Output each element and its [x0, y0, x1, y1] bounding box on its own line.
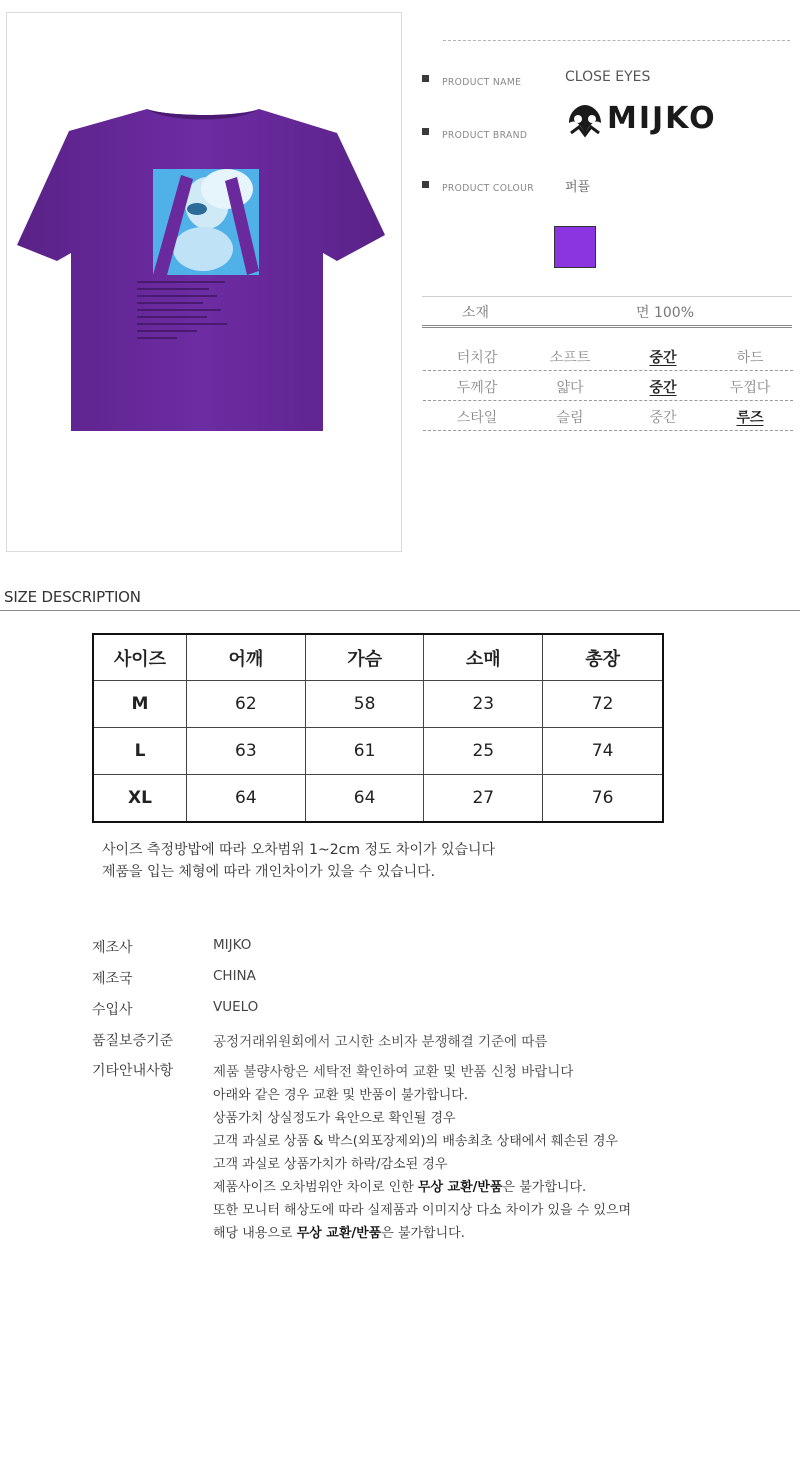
value-cell: 64 — [187, 775, 306, 823]
notice-line: 고객 과실로 상품가치가 하락/감소된 경우 — [213, 1157, 448, 1172]
notice-emphasis: 무상 교환/반품 — [417, 1180, 503, 1195]
product-name-value: CLOSE EYES — [565, 69, 651, 85]
importer-label: 수입사 — [92, 1002, 133, 1018]
attribute-option: 하드 — [736, 350, 764, 366]
product-name-label: PRODUCT NAME — [442, 77, 522, 88]
value-cell: 23 — [424, 681, 543, 728]
manufacturer-label: 제조사 — [92, 940, 133, 956]
importer-value: VUELO — [213, 999, 259, 1015]
value-cell: 62 — [187, 681, 306, 728]
notice-line: 아래와 같은 경우 교환 및 반품이 불가합니다. — [213, 1088, 468, 1103]
material-label: 소재 — [462, 305, 490, 321]
size-cell: XL — [93, 775, 187, 823]
attribute-option-selected: 중간 — [649, 350, 677, 366]
size-table — [92, 633, 664, 823]
notice-line: 또한 모니터 해상도에 따라 실제품과 이미지상 다소 차이가 있을 수 있으며 — [213, 1203, 632, 1218]
header-shoulder: 어깨 — [187, 634, 306, 681]
product-name-row — [422, 69, 792, 93]
material-row — [422, 300, 792, 322]
tshirt-image — [7, 13, 403, 553]
notice-line — [213, 1176, 631, 1199]
notice-line: 고객 과실로 상품 & 박스(외포장제외)의 배송최초 상태에서 훼손된 경우 — [213, 1134, 618, 1149]
header-length: 총장 — [543, 634, 663, 681]
header-size: 사이즈 — [93, 634, 187, 681]
material-value: 면 100% — [636, 305, 694, 321]
bullet-icon — [422, 128, 429, 135]
table-row — [93, 775, 663, 823]
bullet-icon — [422, 181, 429, 188]
value-cell: 74 — [543, 728, 663, 775]
spec-row-manufacturer — [92, 937, 792, 957]
value-cell: 63 — [187, 728, 306, 775]
attribute-row — [423, 344, 793, 371]
material-divider-bottom — [422, 325, 792, 328]
product-brand-label: PRODUCT BRAND — [442, 130, 528, 141]
notice-list — [213, 1084, 631, 1245]
bullet-icon — [422, 75, 429, 82]
notice-line — [213, 1222, 631, 1245]
warranty-value: 공정거래위원회에서 고시한 소비자 분쟁해결 기준에 따름 — [213, 1034, 548, 1050]
country-value: CHINA — [213, 968, 256, 984]
attribute-row — [423, 404, 793, 431]
country-label: 제조국 — [92, 971, 133, 987]
etc-value: 제품 불량사항은 세탁전 확인하여 교환 및 반품 신청 바랍니다 — [213, 1064, 574, 1080]
size-description-heading: SIZE DESCRIPTION — [4, 588, 141, 606]
header-chest: 가슴 — [305, 634, 424, 681]
attribute-name: 터치감 — [456, 350, 498, 366]
attribute-option-selected: 중간 — [649, 380, 677, 396]
attribute-name: 스타일 — [456, 410, 498, 426]
size-cell: M — [93, 681, 187, 728]
value-cell: 58 — [305, 681, 424, 728]
spec-row-importer — [92, 999, 792, 1019]
value-cell: 72 — [543, 681, 663, 728]
product-photo — [6, 12, 402, 552]
notice-emphasis: 무상 교환/반품 — [296, 1226, 382, 1241]
header-sleeve: 소매 — [424, 634, 543, 681]
size-cell: L — [93, 728, 187, 775]
value-cell: 27 — [424, 775, 543, 823]
table-row — [93, 728, 663, 775]
attribute-option: 중간 — [649, 410, 677, 426]
warranty-label: 품질보증기준 — [92, 1033, 174, 1049]
etc-label: 기타안내사항 — [92, 1063, 174, 1079]
table-row — [93, 681, 663, 728]
attribute-name: 두께감 — [456, 380, 498, 396]
product-colour-label: PRODUCT COLOUR — [442, 183, 534, 194]
value-cell: 25 — [424, 728, 543, 775]
value-cell: 76 — [543, 775, 663, 823]
notice-text: 해당 내용으로 — [213, 1226, 297, 1241]
size-heading-divider — [0, 610, 800, 611]
spec-row-country — [92, 968, 792, 988]
manufacturer-value: MIJKO — [213, 937, 252, 953]
colour-swatch — [554, 226, 596, 268]
size-notes — [102, 839, 495, 883]
brand-logo — [565, 103, 759, 139]
spec-row-etc — [92, 1060, 792, 1080]
notice-text: 은 불가합니다. — [502, 1180, 587, 1195]
attribute-option-selected: 루즈 — [736, 410, 764, 426]
attribute-option: 얇다 — [556, 380, 584, 396]
product-colour-value: 퍼플 — [565, 180, 591, 195]
notice-text: 제품사이즈 오차범위안 차이로 인한 — [213, 1180, 418, 1195]
attribute-option: 소프트 — [549, 350, 591, 366]
value-cell: 64 — [305, 775, 424, 823]
brand-name: MIJKO — [607, 101, 717, 136]
notice-line: 상품가치 상실정도가 육안으로 확인될 경우 — [213, 1111, 456, 1126]
size-note-1: 사이즈 측정방밥에 따라 오차범위 1~2cm 정도 차이가 있습니다 — [102, 842, 496, 858]
notice-text: 은 불가합니다. — [381, 1226, 465, 1241]
brand-emblem-icon — [565, 103, 605, 139]
material-divider-top — [422, 296, 792, 297]
info-top-divider — [443, 40, 790, 41]
size-note-2: 제품을 입는 체형에 따라 개인차이가 있을 수 있습니다. — [102, 864, 436, 880]
attribute-option: 두껍다 — [729, 380, 771, 396]
size-table-header-row — [93, 634, 663, 681]
attribute-row — [423, 374, 793, 401]
product-colour-row — [422, 179, 792, 199]
value-cell: 61 — [305, 728, 424, 775]
spec-row-warranty — [92, 1030, 792, 1050]
attribute-option: 슬림 — [556, 410, 584, 426]
